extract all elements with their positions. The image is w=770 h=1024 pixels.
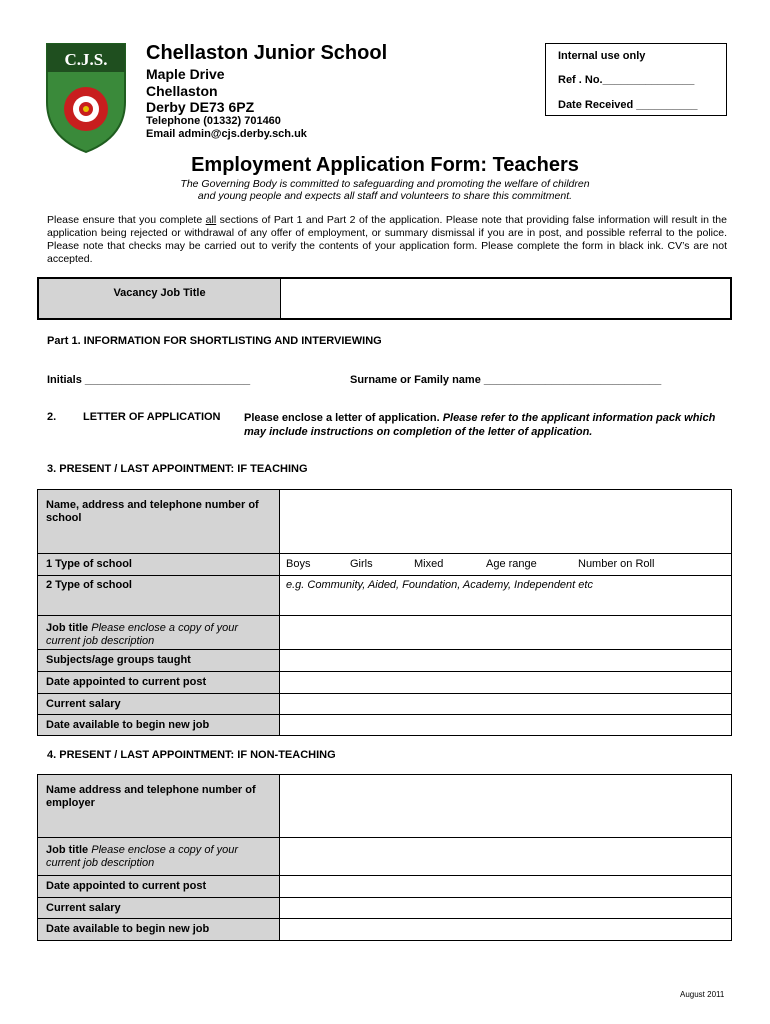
internal-use-box (545, 43, 727, 116)
school-name: Chellaston Junior School (146, 42, 388, 64)
current-salary-field-nt[interactable] (280, 898, 731, 918)
svg-text:C.J.S.: C.J.S. (64, 50, 108, 69)
type-of-school-2-field[interactable] (280, 576, 731, 615)
job-title-field-nt[interactable] (280, 838, 731, 875)
address-line-3: Derby DE73 6PZ (146, 99, 255, 115)
vacancy-job-title-field[interactable] (281, 279, 730, 318)
vacancy-row (37, 277, 732, 320)
job-title-label-nt: Job title Please enclose a copy of your current job description (38, 838, 280, 875)
subjects-field[interactable] (280, 650, 731, 671)
section-4-heading: 4. PRESENT / LAST APPOINTMENT: IF NON-TEACHING (47, 749, 336, 761)
initials-field[interactable]: Initials ___________________________ (47, 374, 251, 386)
option-age-range[interactable]: Age range (486, 558, 537, 570)
type-of-school-1-options[interactable] (280, 554, 731, 575)
intro-line-2: and young people and expects all staff and volunteers to share this commitment. (197, 190, 573, 202)
part1-heading: Part 1. INFORMATION FOR SHORTLISTING AND INTERVIEWING (47, 335, 382, 347)
current-salary-label-nt: Current salary (38, 898, 280, 918)
teaching-appointment-table (37, 489, 732, 736)
date-received-field[interactable]: Date Received __________ (558, 99, 698, 111)
job-title-field[interactable] (280, 616, 731, 649)
type-of-school-example: e.g. Community, Aided, Foundation, Academy, Independent etc (286, 579, 593, 591)
current-salary-label: Current salary (38, 694, 280, 714)
option-boys[interactable]: Boys (286, 558, 311, 570)
date-available-label-nt: Date available to begin new job (38, 919, 280, 940)
footer-date: August 2011 (680, 990, 725, 999)
option-girls[interactable]: Girls (350, 558, 373, 570)
section-2-number: 2. (47, 411, 57, 423)
address-line-2: Chellaston (146, 83, 218, 99)
email: Email admin@cjs.derby.sch.uk (146, 128, 307, 140)
letter-of-application-label: LETTER OF APPLICATION (83, 411, 221, 423)
form-title: Employment Application Form: Teachers (191, 154, 579, 176)
letter-of-application-text: Please enclose a letter of application. Please refer to the applicant information pack which may include instructions on completion of the letter of application. (244, 412, 716, 438)
instructions-paragraph: Please ensure that you complete all sections of Part 1 and Part 2 of the application. Please note that providing false information will result in the application being rejected or withdrawal of any offer of employment, or summary dismissal if you are in post, and possible referral to the police. Please note that checks may be carried out to verify the contents of your application form. Please complete the form in black ink. CV’s are not accepted. (47, 214, 727, 265)
date-available-field[interactable] (280, 715, 731, 735)
date-available-field-nt[interactable] (280, 919, 731, 940)
option-number-on-roll[interactable]: Number on Roll (578, 558, 655, 570)
surname-field[interactable]: Surname or Family name _____________________________ (350, 374, 662, 386)
school-crest-logo (45, 42, 127, 154)
date-appointed-field-nt[interactable] (280, 876, 731, 897)
date-appointed-field[interactable] (280, 672, 731, 693)
employer-name-address-field[interactable] (280, 775, 731, 837)
type-of-school-1-label: 1 Type of school (38, 554, 280, 575)
ref-number-field[interactable]: Ref . No._______________ (558, 74, 695, 86)
date-available-label: Date available to begin new job (38, 715, 280, 735)
telephone: Telephone (01332) 701460 (146, 115, 281, 127)
school-name-address-label: Name, address and telephone number of school (38, 490, 280, 553)
non-teaching-appointment-table (37, 774, 732, 941)
section-3-heading: 3. PRESENT / LAST APPOINTMENT: IF TEACHING (47, 463, 308, 475)
job-title-label: Job title Please enclose a copy of your current job description (38, 616, 280, 649)
intro-line-1: The Governing Body is committed to safeguarding and promoting the welfare of children (180, 178, 590, 190)
address-line-1: Maple Drive (146, 66, 225, 82)
date-appointed-label: Date appointed to current post (38, 672, 280, 693)
type-of-school-2-label: 2 Type of school (38, 576, 280, 615)
date-appointed-label-nt: Date appointed to current post (38, 876, 280, 897)
employer-name-address-label: Name address and telephone number of employer (38, 775, 280, 837)
school-name-address-field[interactable] (280, 490, 731, 553)
subjects-label: Subjects/age groups taught (38, 650, 280, 671)
internal-use-title: Internal use only (558, 50, 646, 62)
option-mixed[interactable]: Mixed (414, 558, 444, 570)
current-salary-field[interactable] (280, 694, 731, 714)
vacancy-label: Vacancy Job Title (39, 279, 281, 318)
